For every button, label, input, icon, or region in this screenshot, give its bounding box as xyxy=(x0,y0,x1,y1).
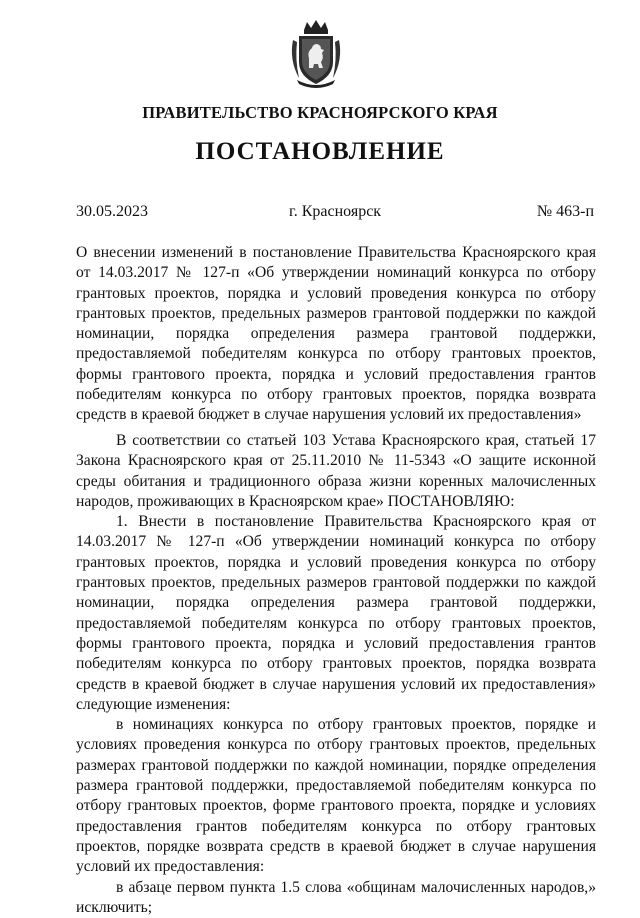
document-date: 30.05.2023 xyxy=(76,203,148,220)
coat-of-arms-emblem xyxy=(287,20,345,88)
coat-of-arms-icon xyxy=(287,20,345,88)
document-body xyxy=(76,431,596,918)
subject-text: О внесении изменений в постановление Правительства Красноярского края от 14.03.2017 № 127-п «Об утверждении номинаций конкурса по отбору грантовых проектов, порядка и условий проведения конкурса по отбору грантовых проектов, предельных размеров грантовой поддержки по каждой номинации, порядка определения размера грантовой поддержки, предоставляемой победителям конкурса по отбору грантовых проектов, формы грантового проекта, порядка и условий предоставления грантов победителям конкурса по отбору грантовых проектов, порядка возврата средств в краевой бюджет в случае нарушения условий их предоставления» xyxy=(76,244,596,424)
document-type-title: ПОСТАНОВЛЕНИЕ xyxy=(195,138,445,165)
item-1-subparagraph-2: в абзаце первом пункта 1.5 слова «общинам малочисленных народов,» исключить; xyxy=(76,878,596,916)
document-subject-title xyxy=(76,243,596,426)
organization-name: ПРАВИТЕЛЬСТВО КРАСНОЯРСКОГО КРАЯ xyxy=(142,103,498,122)
preamble-paragraph: В соответствии со статьей 103 Устава Красноярского края, статьей 17 Закона Красноярского края от 25.11.2010 № 11-5343 «О защите исконной среды обитания и традиционного образа жизни коренных малочисленных народов, проживающих в Красноярском крае» ПОСТАНОВЛЯЮ: xyxy=(76,432,596,510)
item-1-subparagraph-1: в номинациях конкурса по отбору грантовых проектов, порядке и условиях проведения конкурса по отбору грантовых проектов, предельных размерах грантовой поддержки по каждой номинации, порядке определения размера грантовой поддержки, предоставляемой победителям конкурса по отбору грантовых проектов, форме грантового проекта, порядке и условиях предоставления грантов победителям конкурса по отбору грантовых проектов, порядке возврата средств в краевой бюджет в случае нарушения условий их предоставления: xyxy=(76,716,596,876)
document-city: г. Красноярск xyxy=(288,203,382,220)
item-1-paragraph: 1. Внести в постановление Правительства Красноярского края от 14.03.2017 № 127-п «Об утверждении номинаций конкурса по отбору грантовых проектов, порядка и условий проведения конкурса по отбору грантовых проектов, предельных размеров грантовой поддержки по каждой номинации, порядка определения размера грантовой поддержки, предоставляемой победителям конкурса по отбору грантовых проектов, формы грантового проекта, порядка и условий предоставления грантов победителям конкурса по отбору грантовых проектов, порядка возврата средств в краевой бюджет в случае нарушения условий их предоставления» следующие изменения: xyxy=(76,513,596,713)
document-number: № 463-п xyxy=(536,203,594,220)
